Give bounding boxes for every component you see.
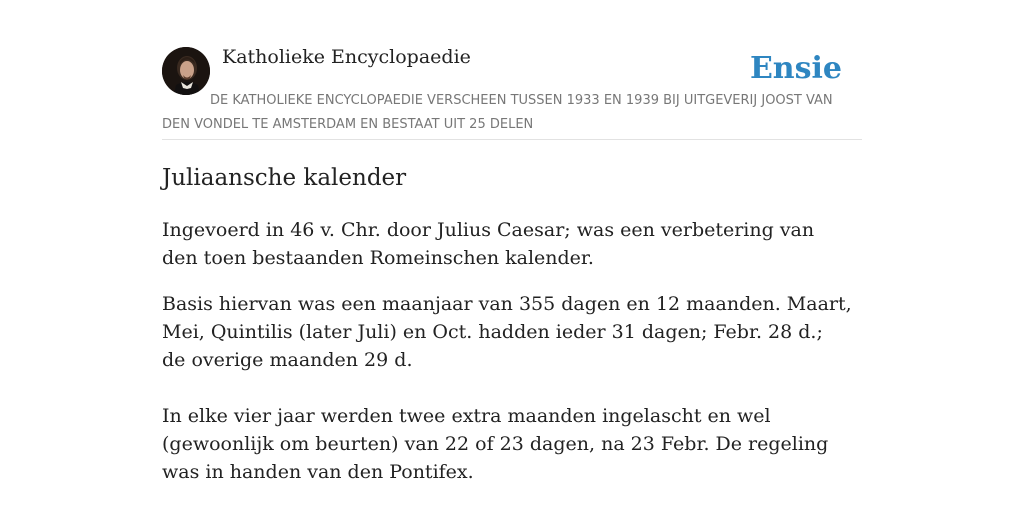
article-paragraph: Basis hiervan was een maanjaar van 355 dagen en 12 maanden. Maart, Mei, Quintilis (later Juli) en Oct. hadden ieder 31 dagen; Febr. 28 d.; de overige maanden 29 d. — [162, 293, 852, 371]
article-paragraph: Ingevoerd in 46 v. Chr. door Julius Caesar; was een verbetering van den toen bestaanden Romeinschen kalender. — [162, 219, 815, 269]
header-divider — [162, 139, 862, 140]
brand-logo-link[interactable]: Ensie — [749, 51, 842, 86]
article-paragraph: In elke vier jaar werden twee extra maanden ingelascht en wel (gewoonlijk om beurten) van 22 of 23 dagen, na 23 Febr. De regeling was in handen van den Pontifex. — [162, 405, 829, 483]
avatar[interactable] — [162, 47, 210, 95]
article-body — [162, 216, 852, 486]
site-name-link[interactable]: Katholieke Encyclopaedie — [222, 46, 471, 68]
article-title: Juliaansche kalender — [162, 165, 407, 191]
portrait-icon — [162, 47, 210, 95]
site-description: DE KATHOLIEKE ENCYCLOPAEDIE VERSCHEEN TUSSEN 1933 EN 1939 BIJ UITGEVERIJ JOOST VAN DEN VONDEL TE AMSTERDAM EN BESTAAT UIT 25 DELEN — [162, 93, 833, 132]
